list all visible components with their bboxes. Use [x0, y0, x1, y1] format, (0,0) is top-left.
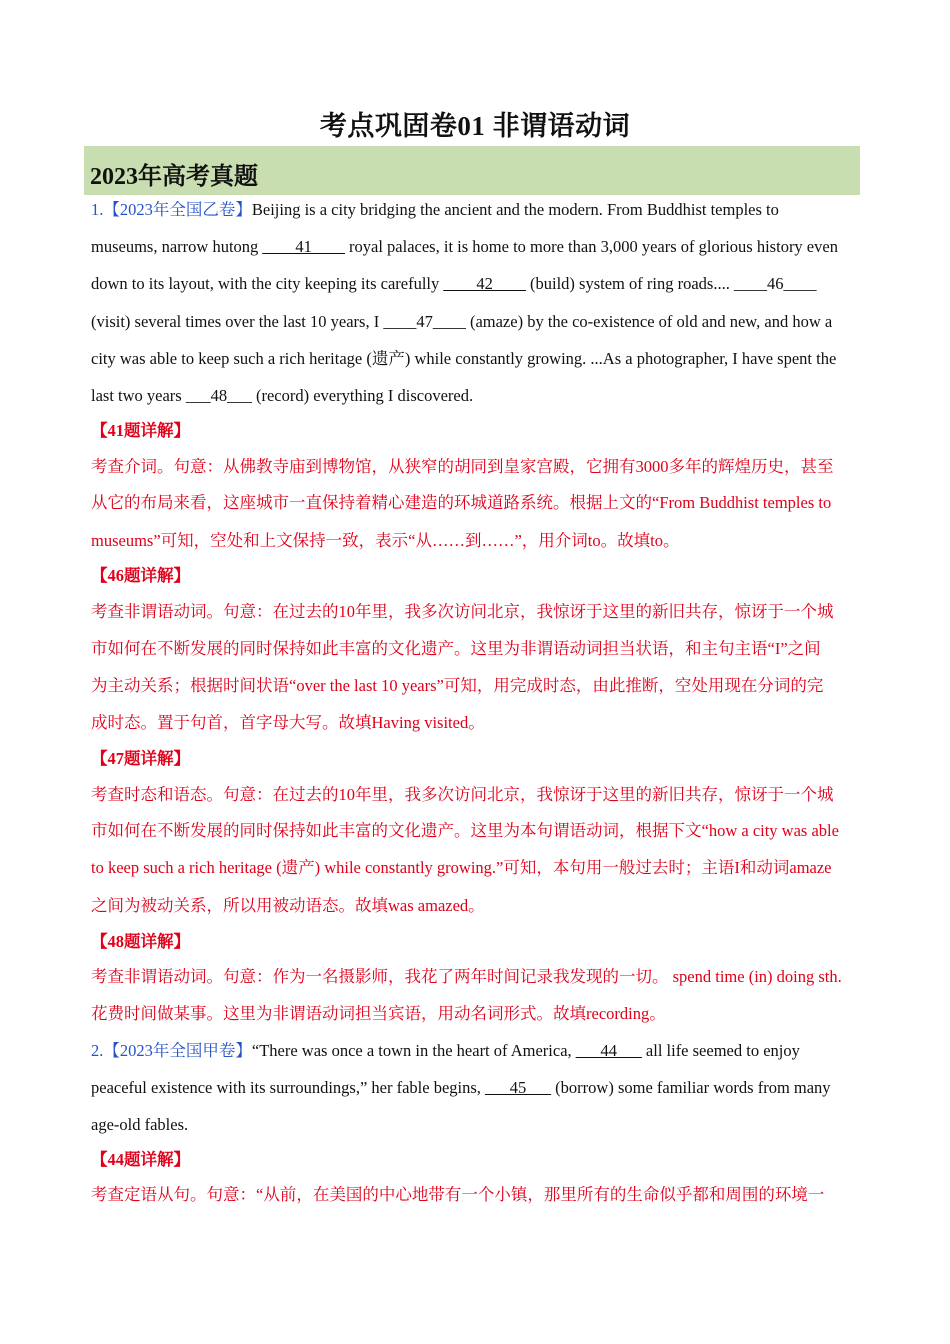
q1-source: 【2023年全国乙卷】	[103, 200, 252, 219]
q2-line-2	[91, 1077, 861, 1099]
explanation-47-line: 之间为被动关系，所以用被动语态。故填was amazed。	[91, 896, 485, 915]
q1-line-6: last two years ___48___ (record) everything I discovered.	[91, 386, 474, 405]
explanation-46-line: 市如何在不断发展的同时保持如此丰富的文化遗产。这里为非谓语动词担当状语，和主句主语“I”之间	[91, 639, 821, 658]
q1-text: museums, narrow hutong	[91, 237, 263, 256]
explanation-46-heading: 【46题详解】	[91, 566, 190, 585]
explanation-47-line: 市如何在不断发展的同时保持如此丰富的文化遗产。这里为本句谓语动词，根据下文“how a city was able	[91, 821, 839, 840]
explanation-46-line: 考查非谓语动词。句意：在过去的10年里，我多次访问北京，我惊讶于这里的新旧共存，惊讶于一个城	[91, 602, 834, 621]
q2-text: “There was once a town in the heart of America,	[251, 1041, 576, 1060]
explanation-47-heading: 【47题详解】	[91, 749, 190, 768]
explanation-48-line: 考查非谓语动词。句意：作为一名摄影师，我花了两年时间记录我发现的一切。 spend time (in) doing sth.	[91, 967, 842, 986]
explanation-48-heading: 【48题详解】	[91, 932, 190, 951]
q2-text: (borrow) some familiar words from many	[551, 1078, 831, 1097]
section-header	[84, 146, 860, 195]
explanation-47-line: 考查时态和语态。句意：在过去的10年里，我多次访问北京，我惊讶于这里的新旧共存，惊讶于一个城	[91, 785, 834, 804]
page-title: 考点巩固卷01 非谓语动词	[319, 111, 631, 141]
q2-source: 【2023年全国甲卷】	[103, 1041, 252, 1060]
explanation-48-line: 花费时间做某事。这里为非谓语动词担当宾语，用动名词形式。故填recording。	[91, 1004, 666, 1023]
explanation-41-heading: 【41题详解】	[91, 421, 190, 440]
q1-text: royal palaces, it is home to more than 3,000 years of glorious history even	[344, 237, 838, 256]
explanation-47-line: to keep such a rich heritage (遗产) while constantly growing.”可知，本句用一般过去时；主语I和动词amaze	[91, 858, 832, 877]
q1-line-4: (visit) several times over the last 10 years, I ____47____ (amaze) by the co-existence of old and new, and how a	[91, 312, 833, 331]
explanation-41-line: 从它的布局来看，这座城市一直保持着精心建造的环城道路系统。根据上文的“From Buddhist temples to	[91, 493, 832, 512]
q1-line-2	[91, 236, 861, 258]
q1-text: Beijing is a city bridging the ancient and the modern. From Buddhist temples to	[251, 200, 779, 219]
q1-number: 1.	[91, 200, 104, 219]
q1-text: (build) system of ring roads.... ____46____	[525, 274, 817, 293]
q2-text: peaceful existence with its surroundings,” her fable begins,	[91, 1078, 486, 1097]
q2-line-1	[91, 1040, 861, 1062]
q1-line-1	[91, 199, 861, 221]
blank-44: ___44___	[575, 1041, 642, 1060]
q1-line-5: city was able to keep such a rich heritage (遗产) while constantly growing. ...As a photographer, I have spent the	[91, 349, 837, 368]
blank-41: ____41____	[262, 237, 345, 256]
q1-line-3	[91, 273, 861, 295]
explanation-46-line: 为主动关系；根据时间状语“over the last 10 years”可知，用完成时态，由此推断，空处用现在分词的完	[91, 676, 824, 695]
q2-number: 2.	[91, 1041, 104, 1060]
q2-line-3: age-old fables.	[91, 1115, 189, 1134]
explanation-41-line: 考查介词。句意：从佛教寺庙到博物馆，从狭窄的胡同到皇家宫殿，它拥有3000多年的辉煌历史，甚至	[91, 457, 834, 476]
explanation-44-heading: 【44题详解】	[91, 1150, 190, 1169]
explanation-46-line: 成时态。置于句首，首字母大写。故填Having visited。	[91, 713, 485, 732]
explanation-41-line: museums”可知，空处和上文保持一致，表示“从……到……”，用介词to。故填to。	[91, 531, 680, 550]
q1-text: down to its layout, with the city keeping its carefully	[91, 274, 444, 293]
blank-45: ___45___	[485, 1078, 552, 1097]
explanation-44-line: 考查定语从句。句意：“从前，在美国的中心地带有一个小镇，那里所有的生命似乎都和周围的环境一	[91, 1185, 825, 1204]
q2-text: all life seemed to enjoy	[641, 1041, 800, 1060]
blank-42: ____42____	[443, 274, 526, 293]
section-title: 2023年高考真题	[90, 164, 258, 190]
